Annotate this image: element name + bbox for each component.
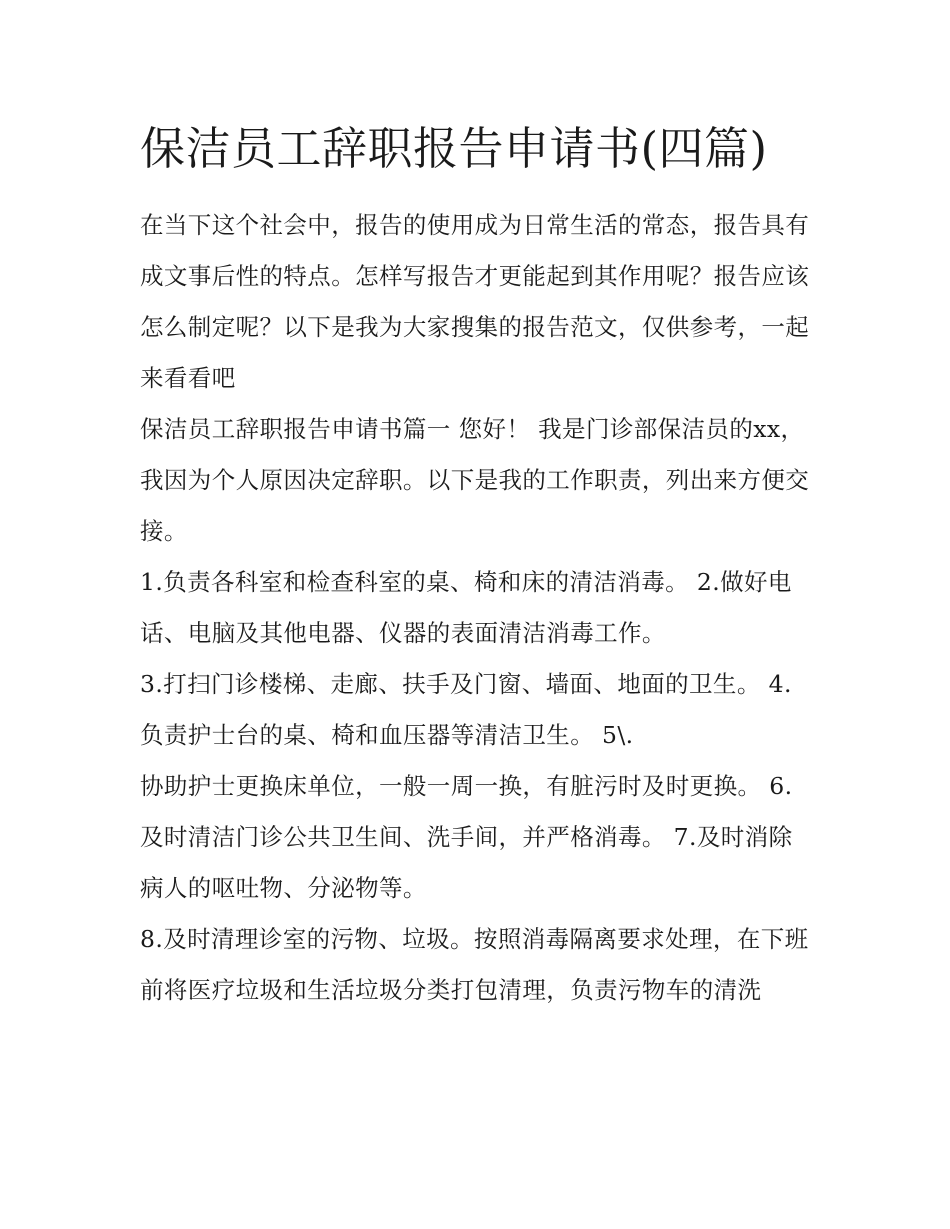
duty-list-paragraph: 8.及时清理诊室的污物、垃圾。按照消毒隔离要求处理，在下班前将医疗垃圾和生活垃圾分类打包清理，负责污物车的清洗 [140,925,809,1004]
intro-paragraph: 在当下这个社会中，报告的使用成为日常生活的常态，报告具有成文事后性的特点。怎样写报告才更能起到其作用呢？报告应该怎么制定呢？以下是我为大家搜集的报告范文，仅供参考，一起来看看吧 [140,211,810,392]
duty-list-paragraph: 3.打扫门诊楼梯、走廊、扶手及门窗、墙面、地面的卫生。 4.负责护士台的桌、椅和血压器等清洁卫生。 5\. [140,670,792,749]
document-title: 保洁员工辞职报告申请书(四篇) [140,122,768,175]
document-body [140,110,815,1016]
duty-list-paragraph: 1.负责各科室和检查科室的桌、椅和床的清洁消毒。 2.做好电话、电脑及其他电器、仪器的表面清洁消毒工作。 [140,568,792,647]
body-paragraph: 保洁员工辞职报告申请书篇一 您好！ 我是门诊部保洁员的xx，我因为个人原因决定辞职。以下是我的工作职责，列出来方便交接。 [140,415,810,545]
duty-list-paragraph: 协助护士更换床单位，一般一周一换，有脏污时及时更换。 6.及时清洁门诊公共卫生间、洗手间，并严格消毒。 7.及时消除病人的呕吐物、分泌物等。 [140,772,793,902]
